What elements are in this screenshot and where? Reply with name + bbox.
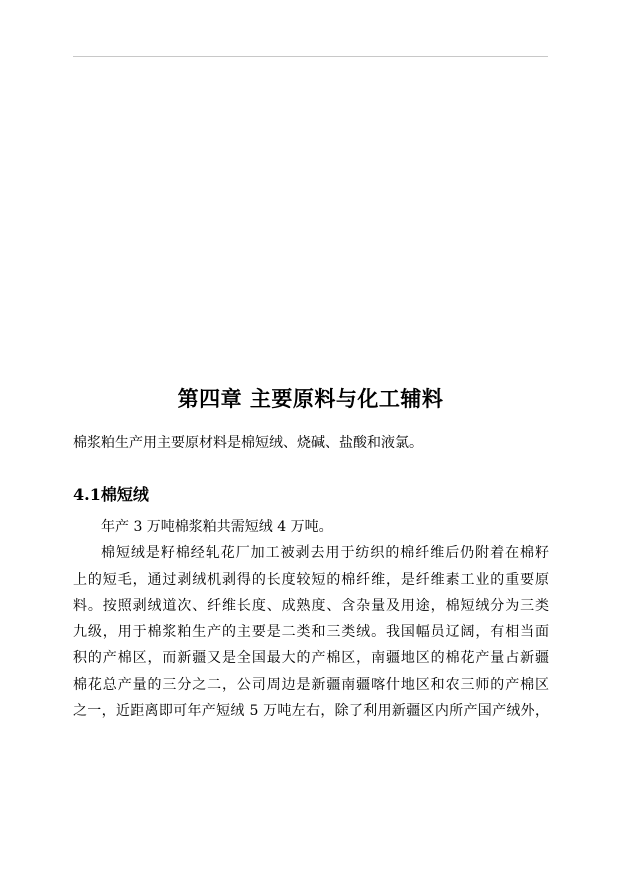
paragraph-line: 九级，用于棉浆粕生产的主要是二类和三类绒。我国幅员辽阔，有相当面 [73,624,549,641]
paragraph-line: 料。按照剥绒道次、纤维长度、成熟度、含杂量及用途，棉短绒分为三类 [73,597,549,614]
paragraph-line: 之一，近距离即可年产短绒 5 万吨左右，除了利用新疆区内所产国产绒外， [73,703,549,720]
paragraph-line: 棉花总产量的三分之二，公司周边是新疆南疆喀什地区和农三师的产棉区 [73,676,549,693]
paragraph-line: 棉短绒是籽棉经轧花厂加工被剥去用于纺织的棉纤维后仍附着在棉籽 [101,545,549,562]
paragraph-line: 积的产棉区，而新疆又是全国最大的产棉区，南疆地区的棉花产量占新疆 [73,650,549,667]
chapter-title: 第四章 主要原料与化工辅料 [177,386,444,411]
intro-paragraph: 棉浆粕生产用主要原材料是棉短绒、烧碱、盐酸和液氯。 [73,435,423,451]
paragraph-line: 上的短毛，通过剥绒机剥得的长度较短的棉纤维，是纤维素工业的重要原 [73,571,549,588]
section-heading: 4.1棉短绒 [73,485,149,504]
header-rule [73,56,548,57]
section-body [73,514,549,724]
paragraph-line: 年产 3 万吨棉浆粕共需短绒 4 万吨。 [101,519,333,535]
